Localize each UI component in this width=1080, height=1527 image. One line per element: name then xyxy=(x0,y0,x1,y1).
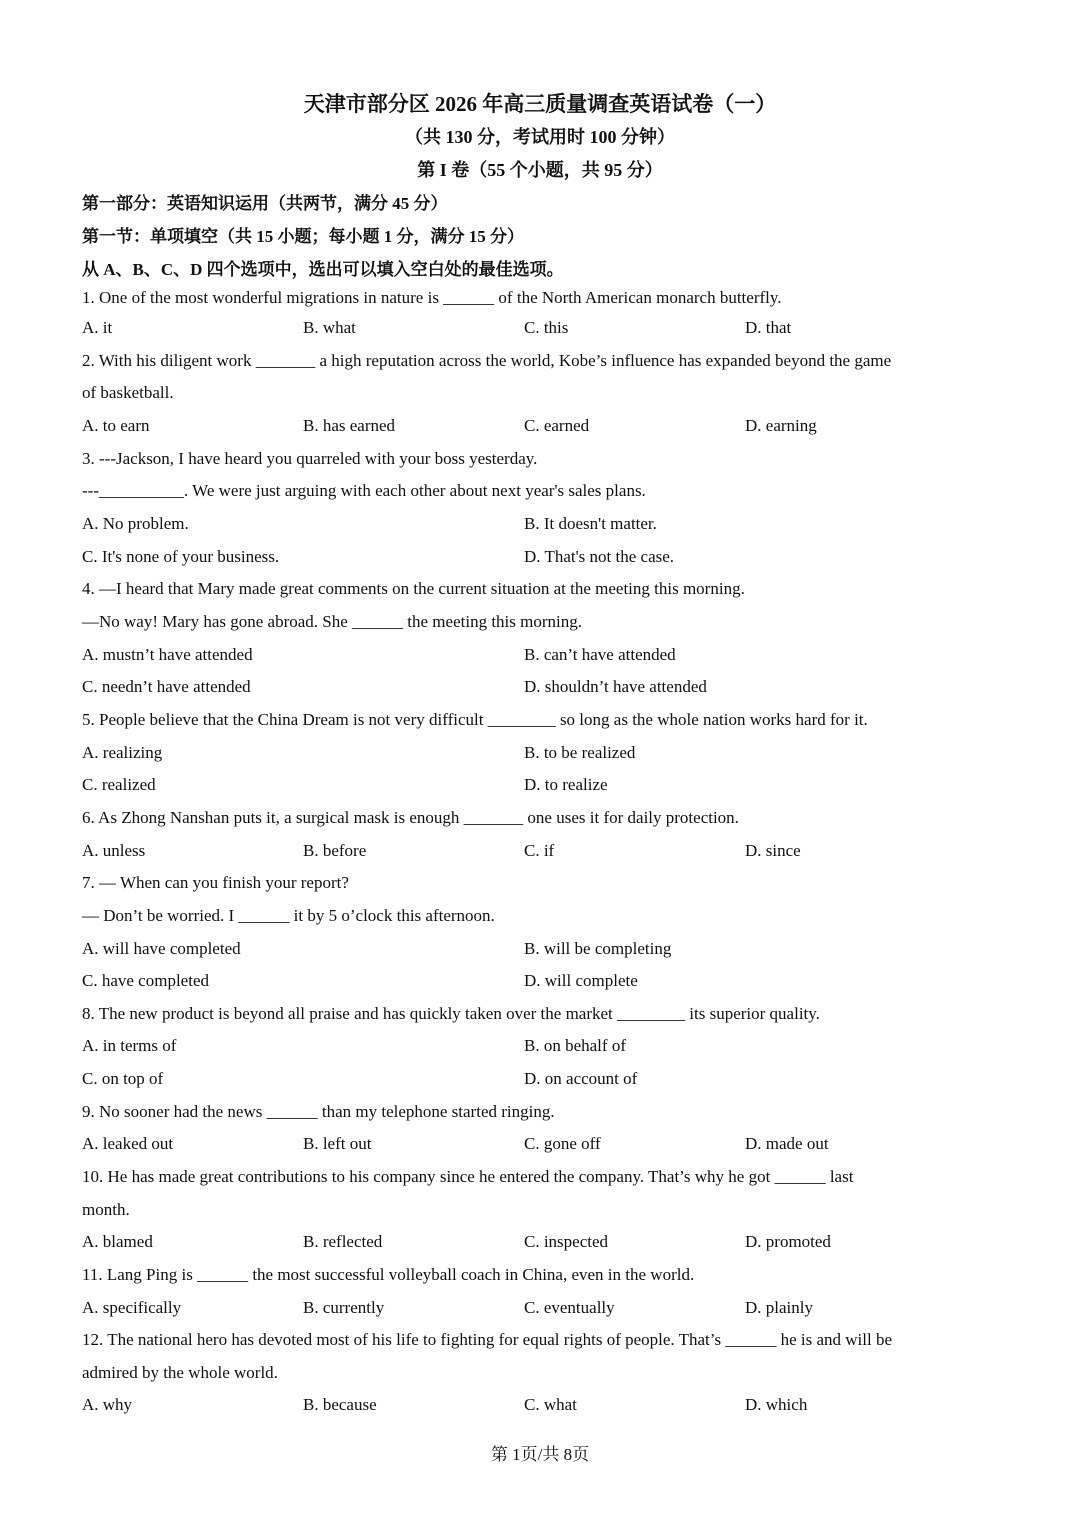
question-7-option-d: D. will complete xyxy=(524,971,638,990)
question-9-option-a: A. leaked out xyxy=(82,1134,174,1153)
question-8-option-d: D. on account of xyxy=(524,1069,638,1088)
question-6-option-a: A. unless xyxy=(82,841,146,860)
question-1-option-c: C. this xyxy=(524,318,569,337)
question-3-option-b: B. It doesn't matter. xyxy=(524,514,657,533)
question-1-option-b: B. what xyxy=(303,318,356,337)
question-8-option-b: B. on behalf of xyxy=(524,1036,626,1055)
question-4-stem-line2: —No way! Mary has gone abroad. She ______ the meeting this morning. xyxy=(82,612,582,631)
question-10-option-b: B. reflected xyxy=(303,1232,383,1251)
question-3-option-a: A. No problem. xyxy=(82,514,189,533)
question-9-option-b: B. left out xyxy=(303,1134,372,1153)
question-1-option-a: A. it xyxy=(82,318,113,337)
question-12-option-d: D. which xyxy=(745,1395,808,1414)
question-3-option-d: D. That's not the case. xyxy=(524,547,675,566)
question-10-stem-line1: 10. He has made great contributions to his company since he entered the company. That’s why he got ______ last xyxy=(82,1167,854,1186)
question-7-option-b: B. will be completing xyxy=(524,939,672,958)
question-9-stem: 9. No sooner had the news ______ than my telephone started ringing. xyxy=(82,1102,555,1121)
question-10-option-d: D. promoted xyxy=(745,1232,831,1251)
question-2-option-b: B. has earned xyxy=(303,416,396,435)
question-3-stem-line2: ---__________. We were just arguing with each other about next year's sales plans. xyxy=(82,481,646,500)
question-6-option-d: D. since xyxy=(745,841,801,860)
question-5-option-a: A. realizing xyxy=(82,743,163,762)
question-4-option-d: D. shouldn’t have attended xyxy=(524,677,707,696)
instruction: 从 A、B、C、D 四个选项中，选出可以填入空白处的最佳选项。 xyxy=(82,260,564,279)
question-10-option-c: C. inspected xyxy=(524,1232,609,1251)
question-11-stem: 11. Lang Ping is ______ the most successful volleyball coach in China, even in the world. xyxy=(82,1265,695,1284)
question-6-option-c: C. if xyxy=(524,841,555,860)
question-5-option-c: C. realized xyxy=(82,775,156,794)
question-8-option-a: A. in terms of xyxy=(82,1036,177,1055)
question-12-stem-line1: 12. The national hero has devoted most of his life to fighting for equal rights of people. That’s ______ he is and will be xyxy=(82,1330,893,1349)
question-4-stem-line1: 4. —I heard that Mary made great comments on the current situation at the meeting this morning. xyxy=(82,579,745,598)
question-9-option-c: C. gone off xyxy=(524,1134,601,1153)
question-5-stem: 5. People believe that the China Dream is not very difficult ________ so long as the whole nation works hard for it. xyxy=(82,710,868,729)
question-2-option-c: C. earned xyxy=(524,416,590,435)
question-11-option-c: C. eventually xyxy=(524,1298,615,1317)
question-12-option-c: C. what xyxy=(524,1395,577,1414)
question-11-option-d: D. plainly xyxy=(745,1298,813,1317)
question-2-stem-line2: of basketball. xyxy=(82,383,174,402)
question-4-option-a: A. mustn’t have attended xyxy=(82,645,253,664)
question-10-stem-line2: month. xyxy=(82,1200,130,1219)
volume-heading: 第 I 卷（55 个小题，共 95 分） xyxy=(417,160,663,180)
exam-title: 天津市部分区 2026 年高三质量调查英语试卷（一） xyxy=(303,92,777,116)
question-6-stem: 6. As Zhong Nanshan puts it, a surgical mask is enough _______ one uses it for daily protection. xyxy=(82,808,739,827)
section-heading: 第一节：单项填空（共 15 小题；每小题 1 分，满分 15 分） xyxy=(82,227,524,246)
question-7-stem-line1: 7. — When can you finish your report? xyxy=(82,873,349,892)
question-12-option-b: B. because xyxy=(303,1395,377,1414)
question-7-option-a: A. will have completed xyxy=(82,939,241,958)
question-1-stem: 1. One of the most wonderful migrations in nature is ______ of the North American monarch butterfly. xyxy=(82,288,782,307)
question-11-option-a: A. specifically xyxy=(82,1298,182,1317)
question-1-option-d: D. that xyxy=(745,318,792,337)
question-2-option-a: A. to earn xyxy=(82,416,150,435)
question-12-stem-line2: admired by the whole world. xyxy=(82,1363,278,1382)
question-10-option-a: A. blamed xyxy=(82,1232,153,1251)
question-6-option-b: B. before xyxy=(303,841,367,860)
part-heading: 第一部分：英语知识运用（共两节，满分 45 分） xyxy=(82,194,448,213)
exam-subtitle: （共 130 分，考试用时 100 分钟） xyxy=(405,127,675,147)
question-5-option-b: B. to be realized xyxy=(524,743,636,762)
question-7-stem-line2: — Don’t be worried. I ______ it by 5 o’clock this afternoon. xyxy=(82,906,495,925)
question-2-stem-line1: 2. With his diligent work _______ a high reputation across the world, Kobe’s influence has expanded beyond the game xyxy=(82,351,892,370)
question-5-option-d: D. to realize xyxy=(524,775,608,794)
question-4-option-b: B. can’t have attended xyxy=(524,645,676,664)
question-8-option-c: C. on top of xyxy=(82,1069,164,1088)
question-7-option-c: C. have completed xyxy=(82,971,209,990)
question-3-option-c: C. It's none of your business. xyxy=(82,547,280,566)
question-8-stem: 8. The new product is beyond all praise and has quickly taken over the market ________ its superior quality. xyxy=(82,1004,820,1023)
question-11-option-b: B. currently xyxy=(303,1298,385,1317)
question-9-option-d: D. made out xyxy=(745,1134,829,1153)
question-4-option-c: C. needn’t have attended xyxy=(82,677,251,696)
question-12-option-a: A. why xyxy=(82,1395,133,1414)
question-2-option-d: D. earning xyxy=(745,416,817,435)
page-number: 第 1页/共 8页 xyxy=(490,1445,590,1464)
question-3-stem-line1: 3. ---Jackson, I have heard you quarreled with your boss yesterday. xyxy=(82,449,538,468)
